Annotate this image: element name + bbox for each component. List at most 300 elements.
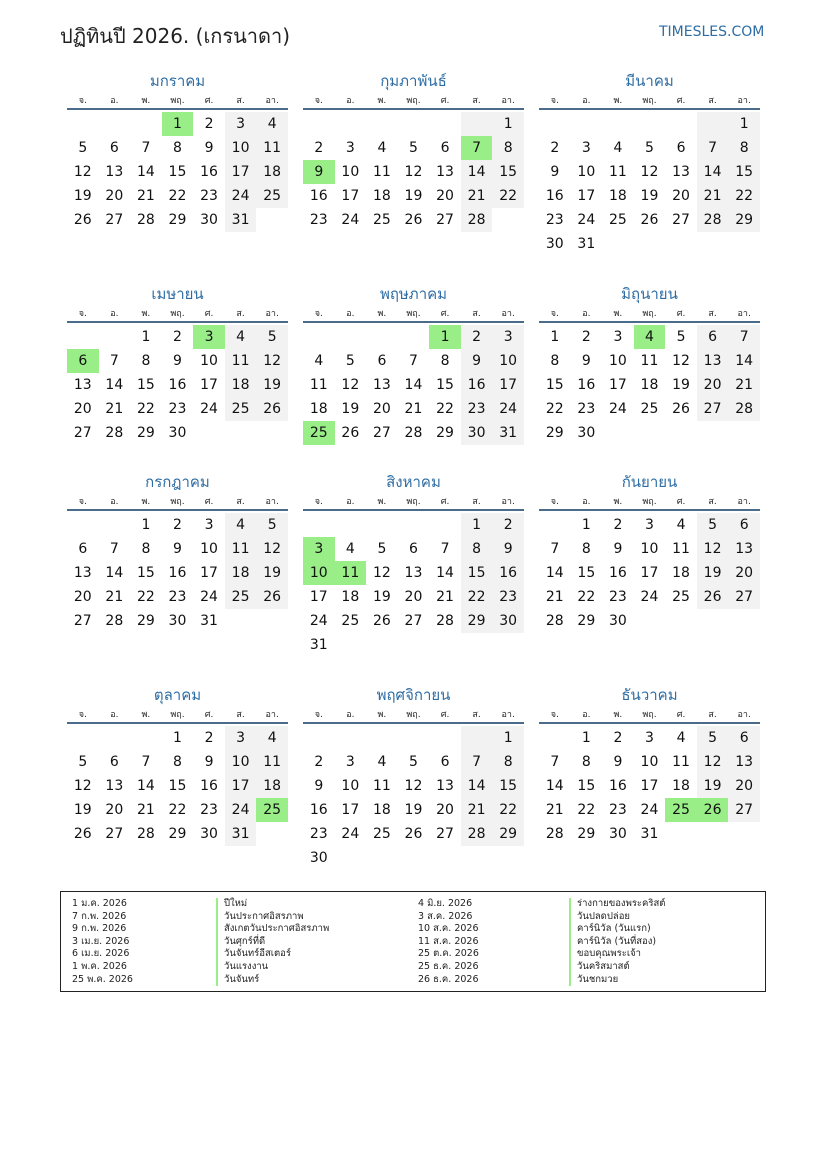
day-cell: 1 [581,730,591,746]
day-cell: 16 [608,565,627,581]
day-cell: 20 [436,188,454,204]
weekday-header [303,305,524,323]
day-cell: 16 [168,565,187,581]
day-cell: 10 [225,136,257,160]
empty-cell [728,609,760,633]
day-cell: 13 [105,164,124,180]
day-cell: 11 [256,750,288,774]
weekday-header [303,493,524,511]
empty-cell [67,325,99,349]
day-cell: 15 [577,565,596,581]
day-cell: 25 [608,212,627,228]
day-cell: 11 [372,778,391,794]
weekday-label: พฤ. [170,497,185,507]
day-cell: 14 [461,774,493,798]
empty-cell [303,726,335,750]
day-cell: 2 [314,754,324,770]
day-cell: 22 [577,589,596,605]
day-cell: 22 [168,802,187,818]
weekday-label: ศ. [204,309,214,319]
weekday-label: พ. [141,497,151,507]
day-cell: 26 [404,212,423,228]
day-cell: 17 [225,160,257,184]
weekday-header [67,706,288,724]
day-cell: 13 [73,565,92,581]
day-cell: 15 [136,565,155,581]
day-cell: 14 [545,565,564,581]
weekday-label: พ. [377,309,387,319]
empty-cell [539,726,571,750]
day-cell: 18 [372,802,391,818]
weekday-label: พฤ. [406,96,421,106]
weekday-label: พ. [141,309,151,319]
empty-cell [461,633,493,657]
day-cell: 21 [461,798,493,822]
day-cell: 19 [372,589,391,605]
day-cell: 14 [105,565,124,581]
day-cell: 23 [309,212,328,228]
day-cell: 30 [200,826,218,842]
day-cell: 26 [697,798,729,822]
day-cell: 21 [461,184,493,208]
day-cell: 7 [728,325,760,349]
day-cell: 7 [440,541,450,557]
day-cell: 9 [204,754,214,770]
day-cell: 31 [577,236,596,252]
day-cell: 25 [256,798,288,822]
empty-cell [429,726,461,750]
day-cell: 5 [676,329,686,345]
day-cell: 4 [256,112,288,136]
weekday-label: จ. [550,497,559,507]
empty-cell [602,232,634,256]
month-block [303,684,524,870]
day-cell: 4 [634,325,666,349]
day-cell: 26 [341,425,360,441]
day-cell: 15 [492,160,524,184]
weekday-label: จ. [550,96,559,106]
day-cell: 12 [256,349,288,373]
day-cell: 20 [404,589,423,605]
empty-cell [539,513,571,537]
day-cell: 10 [640,541,659,557]
empty-cell [335,112,367,136]
empty-cell [67,726,99,750]
day-cell: 31 [225,822,257,846]
weekday-label: ศ. [440,96,450,106]
empty-cell [398,846,430,870]
day-cell: 25 [225,585,257,609]
day-cell: 28 [105,425,124,441]
weekday-label: อา. [265,96,279,106]
weekday-label: จ. [550,710,559,720]
day-cell: 31 [640,826,659,842]
day-cell: 18 [640,377,659,393]
day-cell: 1 [162,112,194,136]
holiday-date: 4 มิ.ย. 2026 [418,898,473,909]
day-cell: 13 [404,565,423,581]
day-cell: 20 [105,802,124,818]
day-cell: 16 [200,164,218,180]
weekday-header [539,493,760,511]
day-cell: 20 [672,188,690,204]
day-grid [539,112,760,256]
day-cell: 16 [309,802,328,818]
day-cell: 7 [141,140,151,156]
weekday-header [303,706,524,724]
day-cell: 6 [409,541,418,557]
day-cell: 25 [225,397,257,421]
weekday-label: ส. [236,309,245,319]
day-cell: 30 [608,613,627,629]
day-grid [67,513,288,633]
empty-cell [303,513,335,537]
weekday-label: อ. [110,710,119,720]
day-cell: 17 [200,565,218,581]
day-cell: 8 [440,353,450,369]
day-cell: 6 [697,325,729,349]
day-cell: 21 [136,188,155,204]
day-cell: 7 [109,353,119,369]
weekday-label: ส. [708,710,717,720]
day-cell: 14 [728,349,760,373]
weekday-label: พ. [377,497,387,507]
day-cell: 28 [545,613,564,629]
day-cell: 28 [136,826,155,842]
day-cell: 2 [492,513,524,537]
month-block [539,283,760,445]
day-cell: 15 [545,377,564,393]
empty-cell [67,513,99,537]
day-cell: 9 [173,541,182,557]
day-cell: 27 [404,613,423,629]
holiday-date: 10 ส.ค. 2026 [418,923,479,935]
day-cell: 9 [581,353,591,369]
day-cell: 17 [200,377,218,393]
day-cell: 5 [256,325,288,349]
empty-cell [366,633,398,657]
day-cell: 15 [577,778,596,794]
weekday-label: อา. [737,309,751,319]
day-cell: 29 [545,425,564,441]
empty-cell [366,513,398,537]
day-cell: 24 [577,212,596,228]
day-cell: 22 [728,184,760,208]
day-cell: 8 [581,754,591,770]
day-cell: 11 [672,754,690,770]
empty-cell [335,846,367,870]
day-cell: 11 [225,537,257,561]
weekday-label: อา. [501,710,515,720]
day-cell: 3 [225,726,257,750]
weekday-label: จ. [78,497,87,507]
month-block [303,283,524,445]
weekday-label: พ. [141,96,151,106]
weekday-label: พฤ. [642,96,657,106]
holiday-name: วันปลดปล่อย [577,910,630,922]
day-cell: 1 [141,517,151,533]
day-cell: 18 [225,373,257,397]
day-cell: 19 [73,802,92,818]
day-grid [67,726,288,846]
month-name: พฤศจิกายน [376,686,451,704]
day-cell: 17 [640,565,659,581]
holiday-name: วันประกาศอิสรภาพ [224,910,304,922]
day-cell: 19 [256,373,288,397]
day-cell: 9 [461,349,493,373]
day-cell: 22 [436,401,454,417]
day-cell: 6 [377,353,387,369]
day-cell: 30 [577,425,596,441]
day-cell: 6 [67,349,99,373]
month-name: มีนาคม [625,72,674,90]
day-cell: 13 [105,778,124,794]
day-cell: 19 [341,401,360,417]
day-cell: 26 [640,212,659,228]
day-cell: 30 [461,421,493,445]
day-cell: 12 [73,778,92,794]
day-cell: 27 [728,798,760,822]
day-cell: 29 [461,609,493,633]
day-cell: 2 [204,116,214,132]
day-cell: 3 [613,329,623,345]
day-cell: 28 [436,613,454,629]
day-cell: 3 [225,112,257,136]
day-cell: 5 [409,140,418,156]
day-cell: 13 [436,164,454,180]
holiday-name: วันคริสมาสต์ [577,960,630,972]
day-cell: 3 [645,517,654,533]
weekday-label: ศ. [204,96,214,106]
holiday-date: 7 ก.พ. 2026 [72,910,127,922]
weekday-label: ส. [472,309,481,319]
empty-cell [539,112,571,136]
day-cell: 3 [492,325,524,349]
empty-cell [728,421,760,445]
holiday-name: ขอบคุณพระเจ้า [577,948,642,960]
holiday-name: ร่างกายของพระคริสต์ [577,898,666,909]
holiday-name: วันศุกร์ที่ดี [224,935,266,947]
day-cell: 29 [577,613,596,629]
day-cell: 13 [372,377,391,393]
day-cell: 27 [372,425,391,441]
day-cell: 4 [314,353,324,369]
day-cell: 25 [372,212,391,228]
month-block [67,283,288,445]
empty-cell [256,421,288,445]
day-cell: 25 [372,826,391,842]
day-cell: 15 [168,164,187,180]
holiday-date: 26 ธ.ค. 2026 [418,973,479,985]
day-cell: 5 [78,140,88,156]
empty-cell [99,513,131,537]
day-cell: 2 [613,730,623,746]
day-cell: 27 [436,212,454,228]
day-cell: 27 [105,212,124,228]
day-cell: 24 [200,589,218,605]
empty-cell [461,726,493,750]
empty-cell [398,325,430,349]
day-cell: 8 [141,353,151,369]
weekday-header [67,493,288,511]
day-cell: 6 [440,754,450,770]
day-cell: 29 [728,208,760,232]
month-name: กรกฎาคม [145,473,210,491]
weekday-label: อา. [501,309,515,319]
empty-cell [256,822,288,846]
day-cell: 19 [404,188,423,204]
day-cell: 5 [409,754,418,770]
day-cell: 24 [341,212,360,228]
day-cell: 20 [73,401,92,417]
day-cell: 13 [436,778,454,794]
day-cell: 22 [136,589,155,605]
day-cell: 2 [581,329,591,345]
day-cell: 10 [200,353,218,369]
day-cell: 1 [492,726,524,750]
day-cell: 4 [225,513,257,537]
day-cell: 5 [697,726,729,750]
day-cell: 26 [73,212,92,228]
day-cell: 11 [309,377,328,393]
weekday-label: จ. [314,309,323,319]
day-cell: 3 [645,730,654,746]
empty-cell [335,633,367,657]
day-grid [67,112,288,232]
weekday-label: อา. [265,710,279,720]
day-cell: 14 [697,160,729,184]
empty-cell [461,846,493,870]
month-name: ธันวาคม [621,686,678,704]
empty-cell [429,112,461,136]
day-cell: 11 [256,136,288,160]
month-name: มกราคม [149,72,206,90]
weekday-label: ส. [472,96,481,106]
day-cell: 16 [309,188,328,204]
day-cell: 24 [225,798,257,822]
empty-cell [67,112,99,136]
day-cell: 4 [345,541,355,557]
day-cell: 28 [461,822,493,846]
day-cell: 21 [105,401,124,417]
holiday-date: 25 พ.ค. 2026 [72,973,133,985]
month-block [539,70,760,256]
holiday-name: วันแรงงาน [224,960,269,972]
day-cell: 9 [613,541,623,557]
day-cell: 28 [697,208,729,232]
holiday-name: ปีใหม่ [224,898,248,909]
day-cell: 5 [697,513,729,537]
brand-link[interactable]: TIMESLES.COM [659,24,765,40]
month-name: พฤษภาคม [379,285,448,303]
day-cell: 30 [168,613,187,629]
day-cell: 20 [728,774,760,798]
day-cell: 29 [136,613,155,629]
day-cell: 18 [256,160,288,184]
month-name: มิถุนายน [621,285,678,303]
day-grid [539,726,760,846]
day-cell: 5 [645,140,654,156]
empty-cell [697,609,729,633]
day-cell: 26 [256,585,288,609]
day-cell: 20 [372,401,391,417]
day-cell: 10 [577,164,596,180]
empty-cell [697,421,729,445]
day-cell: 13 [73,377,92,393]
day-cell: 2 [173,329,182,345]
empty-cell [193,421,225,445]
day-cell: 12 [404,164,423,180]
day-cell: 4 [377,754,387,770]
weekday-label: จ. [314,497,323,507]
day-cell: 14 [461,160,493,184]
holiday-dates-col-2 [418,898,479,986]
day-cell: 19 [672,377,690,393]
weekday-label: ส. [236,497,245,507]
day-cell: 29 [168,212,187,228]
empty-cell [728,232,760,256]
day-cell: 11 [335,561,367,585]
day-cell: 6 [109,140,119,156]
weekday-label: พ. [613,710,623,720]
day-cell: 26 [372,613,391,629]
day-cell: 10 [303,561,335,585]
weekday-label: ส. [472,710,481,720]
weekday-label: พฤ. [642,710,657,720]
day-cell: 3 [204,517,214,533]
day-cell: 31 [309,637,328,653]
weekday-label: อ. [582,710,591,720]
day-cell: 12 [672,353,690,369]
empty-cell [665,421,697,445]
day-cell: 14 [136,778,155,794]
day-cell: 10 [608,353,627,369]
day-cell: 27 [697,397,729,421]
day-cell: 17 [309,589,328,605]
weekday-label: ศ. [204,710,214,720]
holiday-list [60,891,766,992]
day-cell: 23 [608,589,627,605]
empty-cell [492,208,524,232]
weekday-label: ส. [708,309,717,319]
holiday-date: 3 ส.ค. 2026 [418,910,473,922]
weekday-label: ศ. [676,710,686,720]
weekday-header [539,706,760,724]
day-cell: 2 [461,325,493,349]
month-block [303,70,524,232]
weekday-label: ส. [472,497,481,507]
day-cell: 8 [492,136,524,160]
weekday-label: พ. [613,309,623,319]
day-cell: 18 [256,774,288,798]
weekday-label: ศ. [676,497,686,507]
weekday-label: ศ. [440,497,450,507]
empty-cell [665,822,697,846]
month-block [539,684,760,846]
day-cell: 25 [640,401,659,417]
empty-cell [225,421,257,445]
empty-cell [492,846,524,870]
day-cell: 29 [436,425,454,441]
day-cell: 21 [545,802,564,818]
month-block [539,471,760,633]
empty-cell [366,726,398,750]
day-cell: 8 [550,353,560,369]
day-cell: 25 [303,421,335,445]
day-cell: 16 [168,377,187,393]
day-cell: 16 [608,778,627,794]
day-cell: 23 [492,585,524,609]
